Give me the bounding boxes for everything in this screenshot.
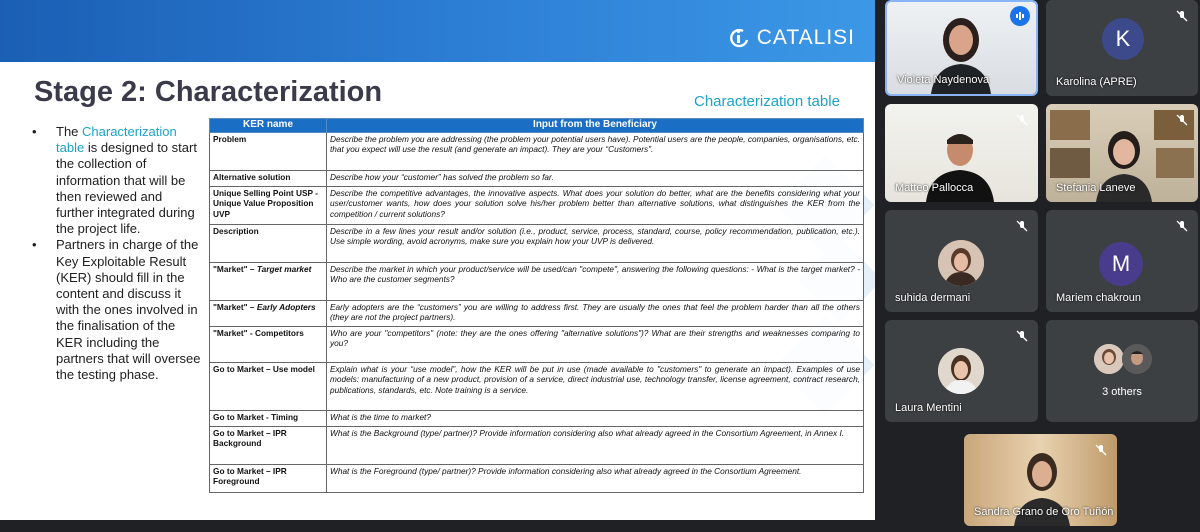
table-row <box>210 411 864 427</box>
participant-tile-sandra[interactable] <box>964 434 1117 526</box>
row-key <box>210 363 327 411</box>
row-key-text: Description <box>213 226 259 236</box>
bullet-item <box>30 237 202 383</box>
table-row <box>210 465 864 493</box>
row-key <box>210 171 327 187</box>
table-row <box>210 363 864 411</box>
row-key-text: Go to Market – Use model <box>213 364 315 374</box>
row-key <box>210 427 327 465</box>
row-key <box>210 187 327 225</box>
row-key-text: Unique Selling Point USP - Unique Value Proposition UVP <box>213 188 318 219</box>
row-key <box>210 411 327 427</box>
participant-name: Sandra Grano de Oro Tuñón <box>974 506 1114 518</box>
row-key-text: "Market" – <box>213 264 257 274</box>
participant-tile-violeta[interactable] <box>885 0 1038 96</box>
row-key-text: Go to Market - Timing <box>213 412 299 422</box>
avatar <box>938 348 984 394</box>
others-count-label: 3 others <box>1102 386 1142 398</box>
participant-name: Laura Mentini <box>895 402 962 414</box>
bullet-text: is designed to start the collection of information that will be then reviewed and further integrated during the project life. <box>56 140 197 237</box>
avatar: M <box>1099 242 1143 286</box>
row-value: Describe how your “customer” has solved the problem so far. <box>327 171 864 187</box>
row-key <box>210 133 327 171</box>
row-key-text: "Market" - Competitors <box>213 328 304 338</box>
table-row <box>210 327 864 363</box>
characterization-table <box>209 118 864 493</box>
row-value: Early adopters are the “customers” you are willing to address first. They are usually the ones that feel the problem harder than all the others (they are not the project partners). <box>327 301 864 327</box>
row-key-italic: Target market <box>256 264 312 274</box>
row-key <box>210 225 327 263</box>
row-value: What is the Foreground (type/ partner)? Provide information considering also what already agreed in the Consortium Agreement. <box>327 465 864 493</box>
table-header-row <box>210 119 864 133</box>
logo-text: CATALISI <box>756 26 855 49</box>
table-row <box>210 133 864 171</box>
row-key-text: Go to Market – IPR Foreground <box>213 466 287 487</box>
participant-tile-suhida[interactable] <box>885 210 1038 312</box>
row-key-text: "Market" – <box>213 302 257 312</box>
participant-tile-mariem[interactable] <box>1046 210 1198 312</box>
participant-name: Matteo Pallocca <box>895 182 974 194</box>
bullet-item <box>30 124 202 237</box>
table-row <box>210 301 864 327</box>
table-row <box>210 263 864 301</box>
participant-tile-laura[interactable] <box>885 320 1038 422</box>
avatar <box>1122 344 1152 374</box>
row-key-text: Go to Market – IPR Background <box>213 428 287 449</box>
row-value: Describe the market in which your product/service will be used/can "compete", answering the following questions: - What is the target market? - Who are the customer segments? <box>327 263 864 301</box>
row-value: What is the Background (type/ partner)? Provide information considering also what already agreed in the Consortium Agreement, in Annex I. <box>327 427 864 465</box>
others-tile[interactable] <box>1046 320 1198 422</box>
participant-name: Stefania Laneve <box>1056 182 1136 194</box>
row-key <box>210 465 327 493</box>
mic-off-icon <box>1174 112 1190 128</box>
mic-off-icon <box>1014 112 1030 128</box>
row-key <box>210 327 327 363</box>
row-value: Describe in a few lines your result and/or solution (i.e., product, service, process, standard, course, policy recommendation, publication, etc.). Use simple wording, avoid acronyms, make sure you explain how your UVP is delivered. <box>327 225 864 263</box>
table-row <box>210 187 864 225</box>
participant-name: Violeta Naydenova <box>897 74 990 86</box>
avatar: K <box>1102 18 1144 60</box>
row-value: Describe the problem you are addressing (the problem your potential users have). Potential users are the people, companies, organisations, etc. that you expect will use the result (and generate an impact). They are your “Customers”. <box>327 133 864 171</box>
bullet-list <box>30 124 202 383</box>
bullet-text: The <box>56 124 83 139</box>
participant-name: suhida dermani <box>895 292 971 304</box>
row-value: Describe the competitive advantages, the innovative aspects. What does your solution do better, what are the benefits considering what your user/customer wants, how does your solution solve his/her problem better than alternative solutions, what distinguishes the KER from the competition / current solutions? <box>327 187 864 225</box>
participant-name: Karolina (APRE) <box>1056 76 1137 88</box>
participant-tile-matteo[interactable] <box>885 104 1038 202</box>
participant-tile-stefania[interactable] <box>1046 104 1198 202</box>
table-row <box>210 171 864 187</box>
mic-off-icon <box>1014 218 1030 234</box>
mic-off-icon <box>1174 8 1190 24</box>
mic-off-icon <box>1093 442 1109 458</box>
mic-off-icon <box>1174 218 1190 234</box>
row-key-text: Problem <box>213 134 247 144</box>
row-key-italic: Early Adopters <box>256 302 316 312</box>
participant-name: Mariem chakroun <box>1056 292 1141 304</box>
bullet-highlight: Characterization table <box>56 124 177 156</box>
avatar <box>938 240 984 286</box>
participant-tile-karolina[interactable] <box>1046 0 1198 96</box>
row-value: Who are your "competitors" (note: they are the ones offering "alternative solutions")? What are their strengths and weaknesses comparing to you? <box>327 327 864 363</box>
row-key <box>210 263 327 301</box>
row-key-text: Alternative solution <box>213 172 291 182</box>
slide-title: Stage 2: Characterization <box>34 76 383 108</box>
row-value: Explain what is your “use model”, how the KER will be put in use (made available to "customers" to generate an impact). Examples of use models: manufacturing of a new product, provision of a service, direct industrial use, technology transfer, license agreement, contract research, publications, standards, etc. Note training is a service. <box>327 363 864 411</box>
avatar <box>1094 344 1124 374</box>
slide-subtitle: Characterization table <box>694 93 840 110</box>
catalisi-logo <box>727 26 855 50</box>
table-row <box>210 225 864 263</box>
table-header: KER name <box>210 119 327 133</box>
catalisi-logo-icon <box>727 26 751 50</box>
mic-off-icon <box>1014 328 1030 344</box>
row-key <box>210 301 327 327</box>
table-row <box>210 427 864 465</box>
speaking-indicator-icon <box>1010 6 1030 26</box>
table-header: Input from the Beneficiary <box>327 119 864 133</box>
row-value: What is the time to market? <box>327 411 864 427</box>
bullet-text: Partners in charge of the Key Exploitable Result (KER) should fill in the content and discuss it with the ones involved in the finalisation of the KER including the partners that will oversee the testing phase. <box>56 237 201 383</box>
